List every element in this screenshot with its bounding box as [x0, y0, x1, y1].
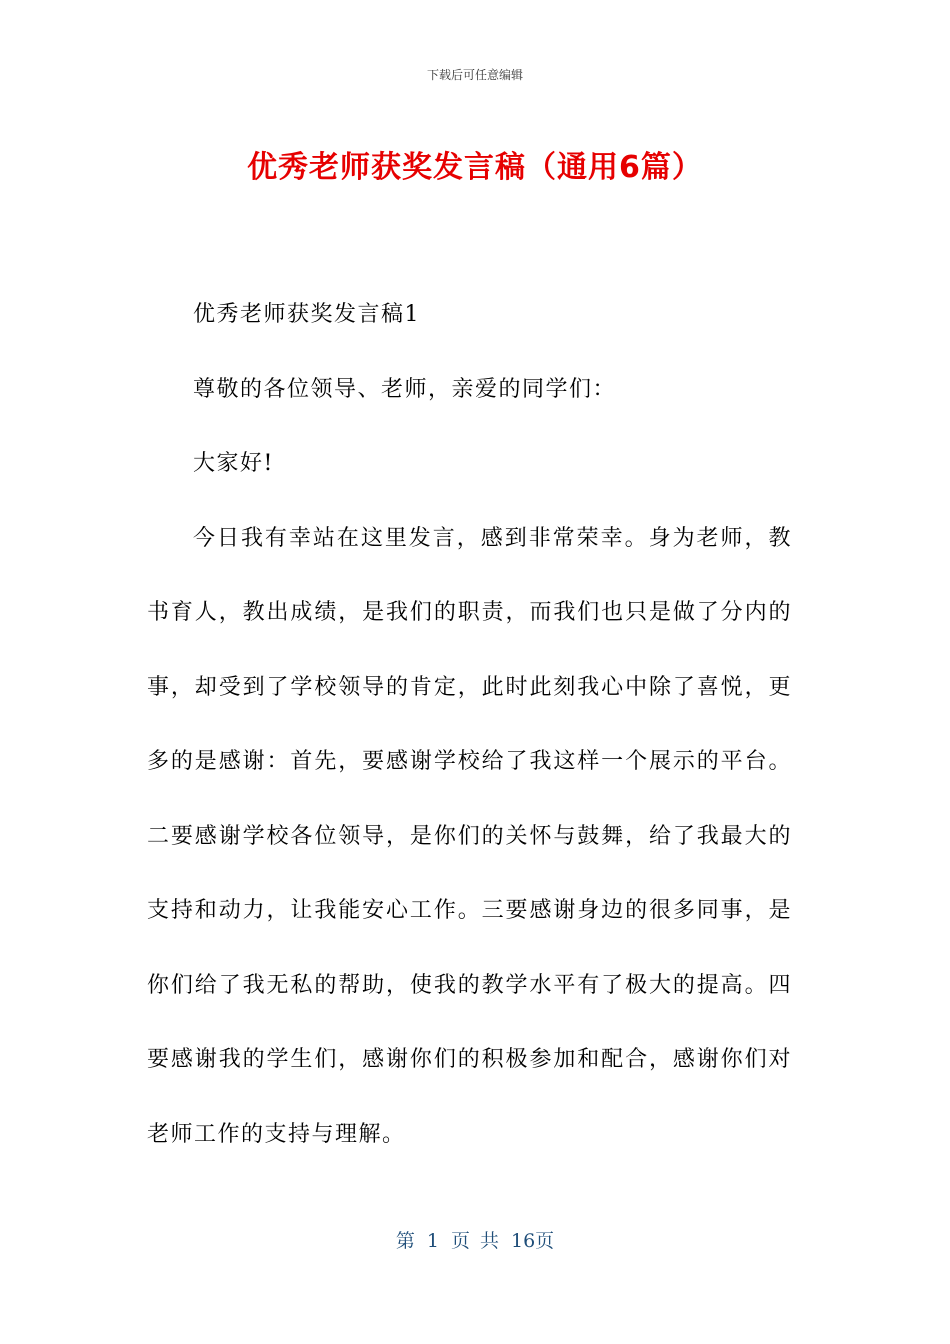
- current-page-number: 1: [426, 1230, 439, 1252]
- document-title: 优秀老师获奖发言稿（通用6篇）: [247, 150, 703, 185]
- salutation: 尊敬的各位领导、老师，亲爱的同学们：: [193, 376, 617, 402]
- body-paragraph: 今日我有幸站在这里发言，感到非常荣幸。身为老师，教书育人，教出成绩，是我们的职责，而我们也只是做了分内的事，却受到了学校领导的肯定，此时此刻我心中除了喜悦，更多的是感谢：首先，要感谢学校给了我这样一个展示的平台。二要感谢学校各位领导，是你们的关怀与鼓舞，给了我最大的支持和动力，让我能安心工作。三要感谢身边的很多同事，是你们给了我无私的帮助，使我的教学水平有了极大的提高。四要感谢我的学生们，感谢你们的积极参加和配合，感谢你们对老师工作的支持与理解。: [147, 525, 792, 1147]
- total-pages: 16页: [510, 1230, 555, 1252]
- page-footer: [0, 1226, 950, 1253]
- greeting: 大家好!: [193, 451, 274, 476]
- section-heading: 优秀老师获奖发言稿1: [193, 302, 420, 327]
- page-header: 下载后可任意编辑: [426, 68, 523, 82]
- document-body: [147, 278, 792, 1172]
- footer-mid: 页 共: [450, 1230, 499, 1252]
- footer-prefix: 第: [395, 1230, 415, 1252]
